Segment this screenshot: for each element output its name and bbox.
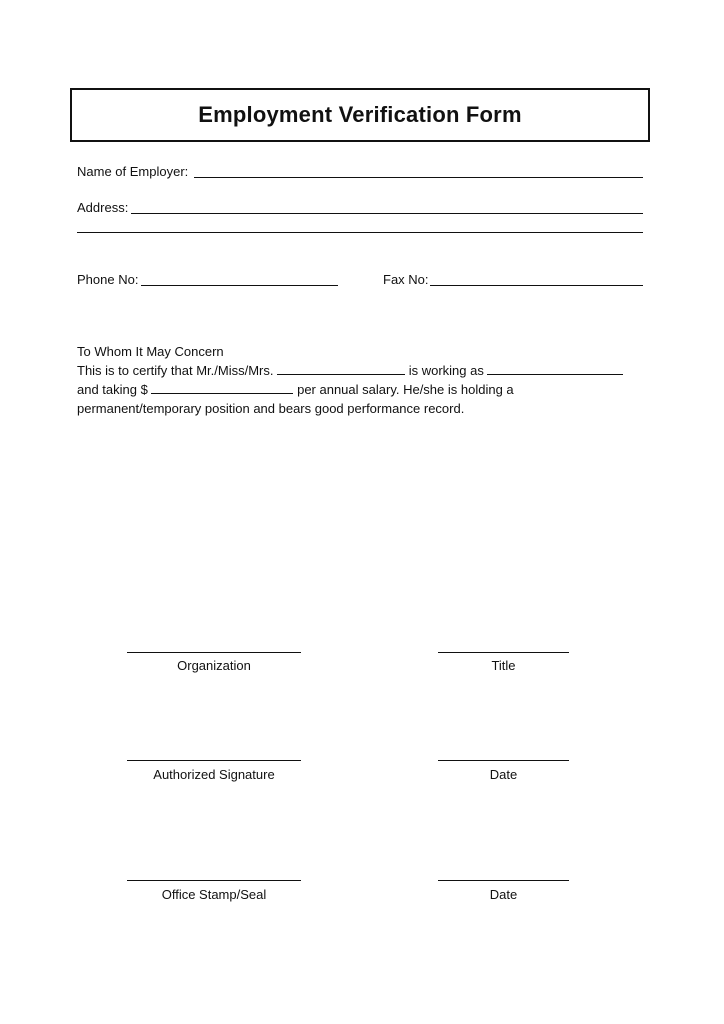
employer-label: Name of Employer:: [77, 164, 189, 179]
title-label: Title: [491, 658, 516, 673]
letter-body: [77, 342, 623, 418]
working-as-text: is working as: [408, 363, 484, 378]
authorized-signature-label: Authorized Signature: [153, 767, 275, 782]
address-field-line-2[interactable]: [77, 232, 643, 233]
letter-line-1: [77, 361, 623, 380]
date-signature-line-2[interactable]: [438, 880, 569, 881]
taking-text: and taking $: [77, 382, 148, 397]
employer-field[interactable]: [194, 177, 643, 178]
date-signature-line-1[interactable]: [438, 760, 569, 761]
date-label-2: Date: [489, 887, 518, 902]
title-signature-line[interactable]: [438, 652, 569, 653]
office-stamp-line[interactable]: [127, 880, 301, 881]
letter-salutation: To Whom It May Concern: [77, 344, 224, 359]
form-title: Employment Verification Form: [198, 102, 522, 127]
fax-field[interactable]: [430, 285, 643, 286]
phone-label: Phone No:: [77, 272, 139, 287]
office-stamp-label: Office Stamp/Seal: [161, 887, 267, 902]
salary-text: per annual salary. He/she is holding a: [297, 382, 514, 397]
organization-signature-line[interactable]: [127, 652, 301, 653]
fax-label: Fax No:: [383, 272, 429, 287]
letter-line-2: [77, 380, 623, 399]
employee-name-blank[interactable]: [277, 362, 405, 375]
address-field-line-1[interactable]: [131, 213, 643, 214]
certify-text: This is to certify that Mr./Miss/Mrs.: [77, 363, 274, 378]
letter-line-3: permanent/temporary position and bears good performance record.: [77, 401, 465, 416]
address-label: Address:: [77, 200, 129, 215]
date-label-1: Date: [489, 767, 518, 782]
position-blank[interactable]: [487, 362, 623, 375]
authorized-signature-line[interactable]: [127, 760, 301, 761]
phone-field[interactable]: [141, 285, 338, 286]
organization-label: Organization: [177, 658, 251, 673]
form-title-box: [70, 88, 650, 142]
salary-blank[interactable]: [151, 381, 293, 394]
